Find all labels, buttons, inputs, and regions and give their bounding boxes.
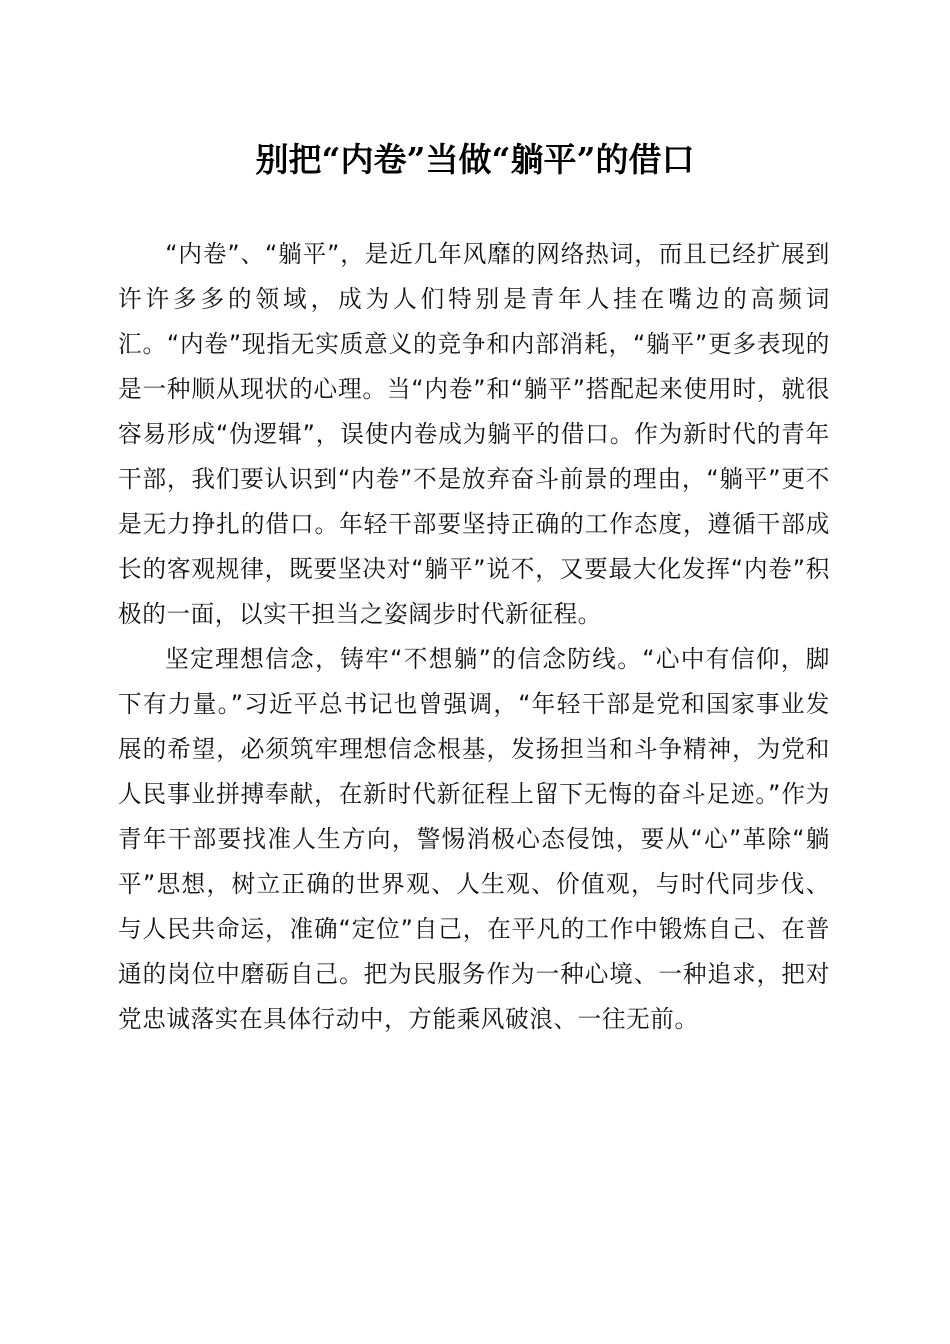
document-title: 别把“内卷”当做“躺平”的借口 [255, 140, 695, 179]
document-body [118, 232, 830, 1042]
paragraph-2: 坚定理想信念，铸牢“不想躺”的信念防线。“心中有信仰，脚下有力量。”习近平总书记也曾强调，“年轻干部是党和国家事业发展的希望，必须筑牢理想信念根基，发扬担当和斗争精神，为党和人民事业拼搏奉献，在新时代新征程上留下无悔的奋斗足迹。”作为青年干部要找准人生方向，警惕消极心态侵蚀，要从“心”革除“躺平”思想，树立正确的世界观、人生观、价值观，与时代同步伐、与人民共命运，准确“定位”自己，在平凡的工作中锻炼自己、在普通的岗位中磨砺自己。把为民服务作为一种心境、一种追求，把对党忠诚落实在具体行动中，方能乘风破浪、一往无前。 [118, 645, 830, 1033]
paragraph-1: “内卷”、“躺平”，是近几年风靡的网络热词，而且已经扩展到许许多多的领域，成为人们特别是青年人挂在嘴边的高频词汇。“内卷”现指无实质意义的竞争和内部消耗，“躺平”更多表现的是一种顺从现状的心理。当“内卷”和“躺平”搭配起来使用时，就很容易形成“伪逻辑”，误使内卷成为躺平的借口。作为新时代的青年干部，我们要认识到“内卷”不是放弃奋斗前景的理由，“躺平”更不是无力挣扎的借口。年轻干部要坚持正确的工作态度，遵循干部成长的客观规律，既要坚决对“躺平”说不，又要最大化发挥“内卷”积极的一面，以实干担当之姿阔步时代新征程。 [118, 240, 830, 628]
